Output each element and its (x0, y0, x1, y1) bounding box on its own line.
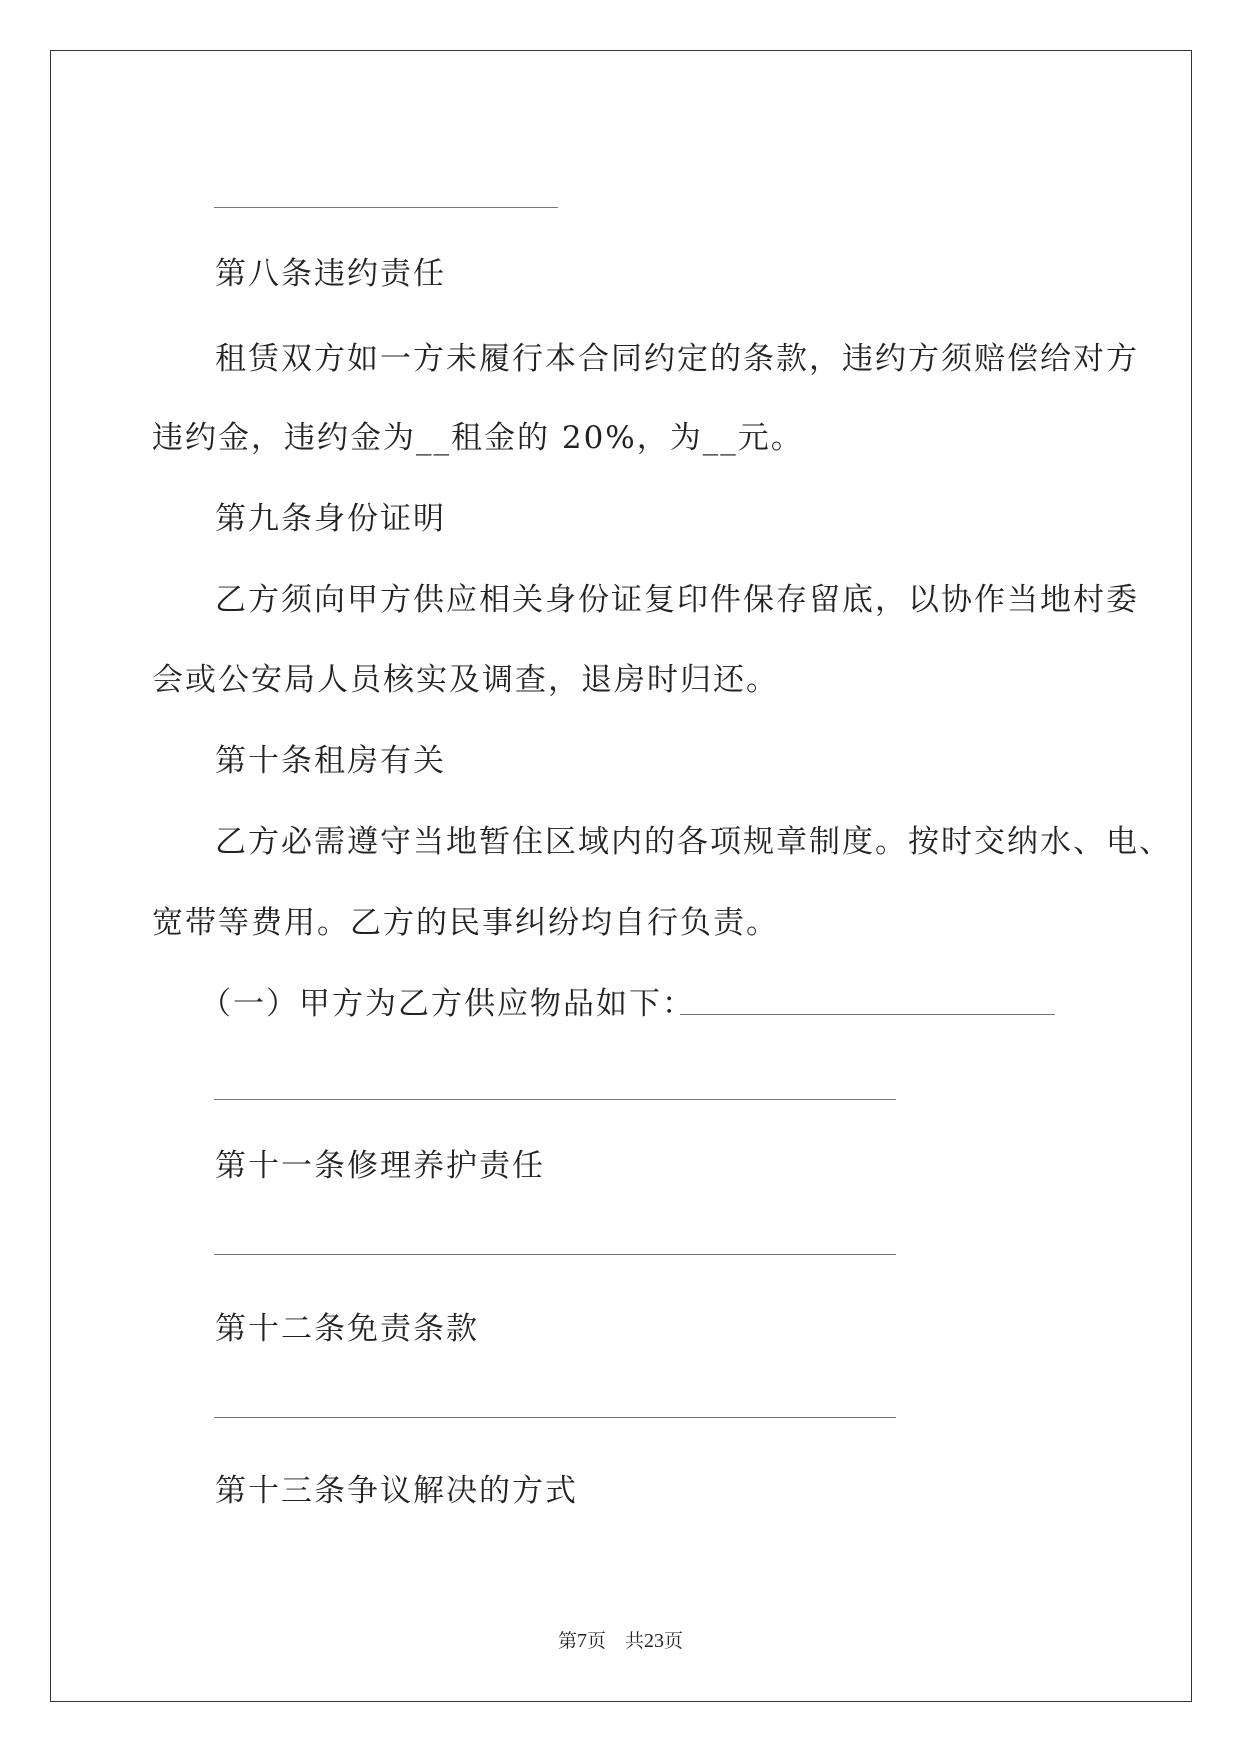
footer-mid: 页 共 (586, 1630, 644, 1652)
footer-prefix: 第 (557, 1630, 577, 1652)
blank-line-article-11 (214, 1254, 896, 1255)
article-8-text-line-1: 租赁双方如一方未履行本合同约定的条款，违约方须赔偿给对方 (215, 341, 1139, 377)
article-8-text-line-2: 违约金，违约金为__租金的 20%，为__元。 (152, 420, 804, 456)
article-9-text-line-2: 会或公安局人员核实及调查，退房时归还。 (152, 662, 779, 698)
article-10-text-line-2: 宽带等费用。乙方的民事纠纷均自行负责。 (152, 905, 779, 941)
article-10-text-line-1: 乙方必需遵守当地暂住区域内的各项规章制度。按时交纳水、电、 (215, 824, 1172, 860)
article-11-title: 第十一条修理养护责任 (215, 1148, 545, 1184)
article-10-title: 第十条租房有关 (215, 743, 446, 779)
article-12-title: 第十二条免责条款 (215, 1311, 479, 1347)
article-9-text-line-1: 乙方须向甲方供应相关身份证复印件保存留底，以协作当地村委 (215, 582, 1139, 618)
footer-total-pages: 23 (644, 1630, 664, 1652)
article-9-title: 第九条身份证明 (215, 501, 446, 537)
footer-suffix: 页 (664, 1630, 684, 1652)
article-10-item-1: （一）甲方为乙方供应物品如下： (200, 986, 695, 1022)
page-border (50, 50, 1192, 1702)
blank-line-top (214, 207, 558, 208)
page-footer (0, 1628, 1241, 1654)
footer-page-number: 7 (576, 1630, 587, 1652)
article-13-title: 第十三条争议解决的方式 (215, 1473, 578, 1509)
article-8-title: 第八条违约责任 (215, 256, 446, 292)
blank-line-item-1 (680, 1014, 1055, 1015)
blank-line-article-12 (214, 1417, 896, 1418)
blank-line-item-2 (214, 1099, 896, 1100)
